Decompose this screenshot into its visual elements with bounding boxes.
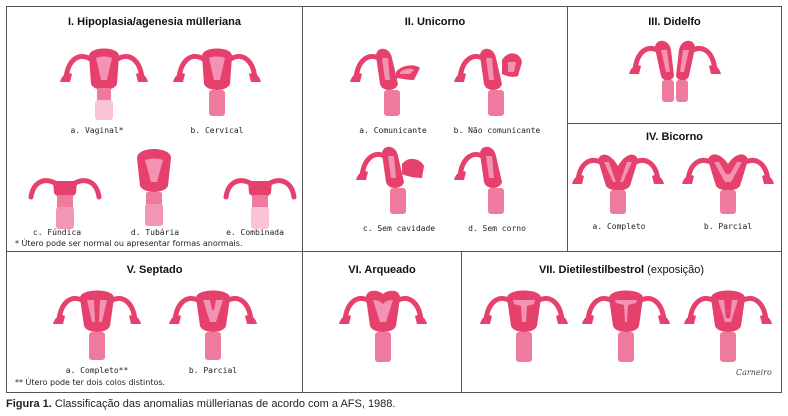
figure-caption bbox=[6, 398, 395, 410]
label-combinada: e. Combinada bbox=[226, 228, 284, 237]
uterus-cervical-agenesis bbox=[172, 45, 262, 125]
uterus-arcuate bbox=[335, 287, 431, 372]
label-cervical: b. Cervical bbox=[190, 126, 244, 135]
label-bicorno-parcial: b. Parcial bbox=[703, 222, 753, 231]
panel-didelphys bbox=[567, 6, 782, 124]
label-sem-corno: d. Sem corno bbox=[468, 224, 526, 233]
uterus-des-1 bbox=[476, 287, 572, 372]
panel-title: II. Unicorno bbox=[404, 16, 466, 28]
label-tubaria: d. Tubária bbox=[130, 228, 180, 237]
label-fundica: c. Fúndica bbox=[32, 228, 82, 237]
panel-hypoplasia bbox=[6, 6, 303, 252]
uterus-des-2 bbox=[578, 287, 674, 372]
uterus-vaginal-agenesis bbox=[59, 45, 149, 125]
caption-label: Figura 1. bbox=[6, 398, 52, 410]
uterus-septate-partial bbox=[165, 287, 261, 367]
panel-septate bbox=[6, 251, 303, 393]
caption-text: Classificação das anomalias müllerianas de acordo com a AFS, 1988. bbox=[54, 398, 396, 410]
uterus-des-3 bbox=[680, 287, 776, 372]
panel-title: I. Hipoplasia/agenesia mülleriana bbox=[67, 16, 241, 28]
uterus-bicornuate-partial bbox=[680, 150, 776, 225]
label-nao-comunicante: b. Não comunicante bbox=[453, 126, 541, 135]
footnote-hypoplasia: * Útero pode ser normal ou apresentar formas anormais. bbox=[15, 239, 243, 248]
panel-title-main: VII. Dietilestilbestrol bbox=[538, 264, 645, 276]
uterus-bicornuate-complete bbox=[570, 150, 666, 225]
panel-unicornuate bbox=[302, 6, 568, 252]
label-septado-parcial: b. Parcial bbox=[188, 366, 238, 375]
panel-bicornuate bbox=[567, 123, 782, 252]
label-bicorno-completo: a. Completo bbox=[592, 222, 646, 231]
label-septado-completo: a. Completo** bbox=[65, 366, 129, 375]
footnote-septate: ** Útero pode ter dois colos distintos. bbox=[15, 378, 166, 387]
label-comunicante: a. Comunicante bbox=[359, 126, 427, 135]
panel-title: VI. Arqueado bbox=[348, 264, 416, 276]
uterus-didelphys bbox=[625, 37, 725, 117]
uterus-unicornuate-no-cavity bbox=[355, 143, 445, 223]
panel-title: V. Septado bbox=[126, 264, 183, 276]
panel-title-suffix: (exposição) bbox=[647, 264, 705, 276]
panel-title: IV. Bicorno bbox=[645, 131, 704, 143]
uterus-unicornuate-no-horn bbox=[453, 143, 543, 223]
panel-title bbox=[462, 264, 781, 276]
panel-arcuate bbox=[302, 251, 462, 393]
signature: Carneiro bbox=[736, 368, 772, 377]
label-vaginal: a. Vaginal* bbox=[70, 126, 124, 135]
uterus-unicornuate-noncommunicating bbox=[453, 45, 543, 125]
label-sem-cavidade: c. Sem cavidade bbox=[362, 224, 436, 233]
uterus-septate-complete bbox=[49, 287, 145, 367]
panel-title: III. Didelfo bbox=[648, 16, 701, 28]
uterus-tubal-agenesis bbox=[119, 147, 189, 232]
uterus-unicornuate-communicating bbox=[349, 45, 439, 125]
panel-des bbox=[461, 251, 782, 393]
